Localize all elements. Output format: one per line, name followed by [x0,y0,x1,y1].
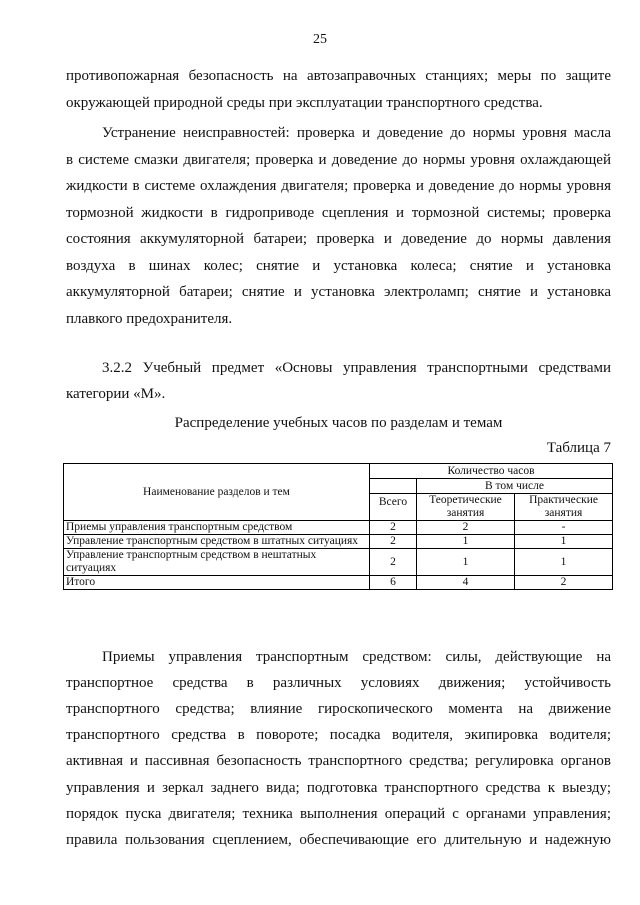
row-theory: 1 [417,535,515,549]
paragraph-line: воздуха в шинах колес; снятие и установка колеса; снятие и установка [66,258,611,274]
total-total: 6 [370,576,417,590]
row-practice: 1 [515,549,613,576]
row-name: Приемы управления транспортным средством [64,521,370,535]
total-theory: 4 [417,576,515,590]
row-practice: - [515,521,613,535]
header-practice: Практические занятия [515,494,613,521]
table-row [64,535,613,549]
table-row [64,549,613,576]
paragraph-line: в системе смазки двигателя; проверка и доведение до нормы уровня охлаждающей [66,152,611,168]
paragraph-line: транспортного средства; влияние гироскопического момента на движение [66,701,611,717]
paragraph-line: транспортного средства в повороте; посадка водителя, экипировка водителя; [66,727,611,743]
row-total: 2 [370,521,417,535]
header-theory: Теоретические занятия [417,494,515,521]
paragraph-line: правила пользования сцеплением, обеспечивающие его длительную и надежную [66,832,611,848]
table-total-row [64,576,613,590]
paragraph-line: тормозной жидкости в гидроприводе сцепления и тормозной системы; проверка [66,205,611,221]
row-name: Управление транспортным средством в нештатных ситуациях [64,549,370,576]
paragraph-line: транспортное средства в различных условиях движения; устойчивость [66,675,611,691]
header-hours: Количество часов [370,464,613,479]
header-total: Всего [370,494,417,521]
table-caption: Распределение учебных часов по разделам и темам [174,415,503,431]
row-name: Управление транспортным средством в штатных ситуациях [64,535,370,549]
header-name: Наименование разделов и тем [64,464,370,521]
paragraph-line: управления и зеркал заднего вида; подготовка транспортного средства к выезду; [66,780,611,796]
paragraph-line: активная и пассивная безопасность транспортного средства; регулировка органов [66,753,611,769]
hours-table [63,463,613,590]
paragraph-line: Приемы управления транспортным средством: силы, действующие на [102,649,611,665]
table-row [64,521,613,535]
total-name: Итого [64,576,370,590]
paragraph-line: состояния аккумуляторной батареи; проверка и доведение до нормы давления [66,231,611,247]
header-including: В том числе [417,479,613,494]
page-number: 25 [313,32,327,47]
section-heading: категории «М». [66,386,166,402]
paragraph-line: жидкости в системе охлаждения двигателя; проверка и доведение до нормы уровня [66,178,611,194]
paragraph-line: Устранение неисправностей: проверка и доведение до нормы уровня масла [102,125,611,141]
section-heading: 3.2.2 Учебный предмет «Основы управления транспортными средствами [102,360,611,376]
paragraph-line: плавкого предохранителя. [66,311,233,327]
header-blank [370,479,417,494]
paragraph-line: окружающей природной среды при эксплуатации транспортного средства. [66,95,543,111]
row-total: 2 [370,549,417,576]
row-theory: 2 [417,521,515,535]
paragraph-line: порядок пуска двигателя; техника выполнения операций с органами управления; [66,806,611,822]
row-total: 2 [370,535,417,549]
paragraph-line: противопожарная безопасность на автозаправочных станциях; меры по защите [66,68,611,84]
total-practice: 2 [515,576,613,590]
paragraph-line: аккумуляторной батареи; снятие и установка электроламп; снятие и установка [66,284,611,300]
row-theory: 1 [417,549,515,576]
row-practice: 1 [515,535,613,549]
table-label: Таблица 7 [546,440,611,456]
